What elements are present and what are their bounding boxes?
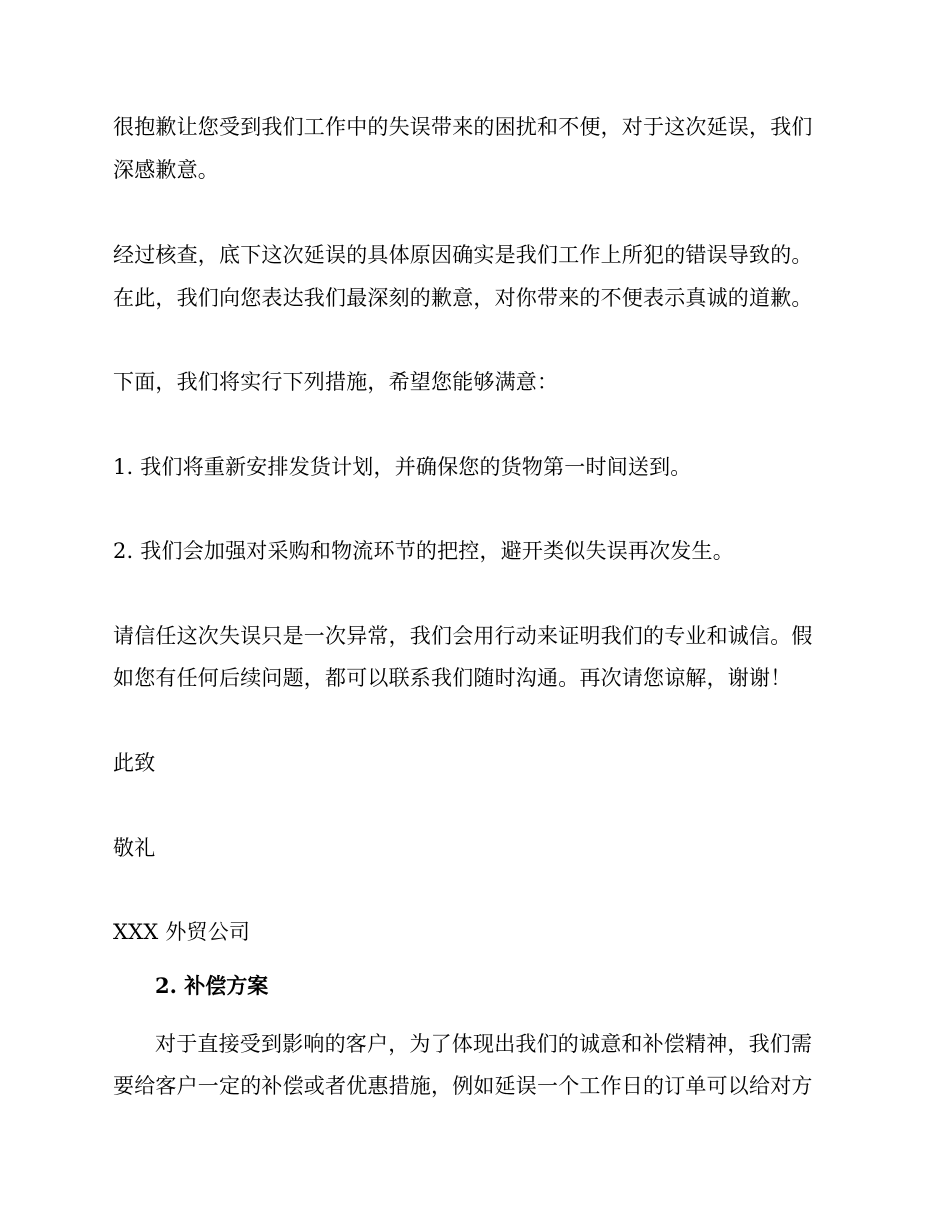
measure-item-2: 2. 我们会加强对采购和物流环节的把控，避开类似失误再次发生。 (113, 539, 734, 563)
measure-item-1: 1. 我们将重新安排发货计划，并确保您的货物第一时间送到。 (113, 455, 692, 479)
closing-salute: 敬礼 (113, 836, 156, 860)
trust-paragraph-line-2: 如您有任何后续问题，都可以联系我们随时沟通。再次请您谅解，谢谢！ (113, 666, 792, 690)
cause-paragraph-line-2: 在此，我们向您表达我们最深刻的歉意，对你带来的不便表示真诚的道歉。 (113, 286, 813, 310)
trust-paragraph-line-1: 请信任这次失误只是一次异常，我们会用行动来证明我们的专业和诚信。假 (113, 624, 813, 648)
closing-greeting: 此致 (113, 751, 156, 775)
section-heading: 2. 补偿方案 (155, 973, 269, 998)
compensation-paragraph-line-2: 要给客户一定的补偿或者优惠措施，例如延误一个工作日的订单可以给对方 (113, 1074, 813, 1098)
compensation-paragraph-line-1: 对于直接受到影响的客户，为了体现出我们的诚意和补偿精神，我们需 (155, 1032, 813, 1056)
cause-paragraph-line-1: 经过核查，底下这次延误的具体原因确实是我们工作上所犯的错误导致的。 (113, 243, 813, 267)
measures-intro: 下面，我们将实行下列措施，希望您能够满意： (113, 370, 559, 394)
apology-paragraph-line-1: 很抱歉让您受到我们工作中的失误带来的困扰和不便，对于这次延误，我们 (113, 115, 813, 139)
apology-paragraph-line-2: 深感歉意。 (113, 158, 219, 182)
signature: XXX 外贸公司 (113, 920, 251, 944)
